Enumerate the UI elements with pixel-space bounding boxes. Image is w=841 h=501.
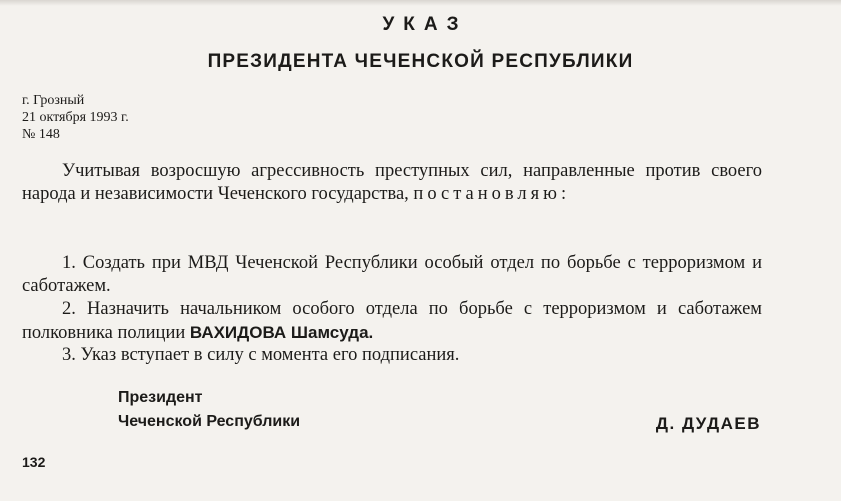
decree-place: г. Грозный (22, 93, 85, 108)
decree-title: УКАЗ (382, 14, 468, 35)
signer-block (118, 386, 300, 434)
decree-item-3-text: 3. Указ вступает в силу с момента его подписания. (62, 345, 460, 365)
decree-meta (22, 92, 129, 143)
decree-subtitle: ПРЕЗИДЕНТА ЧЕЧЕНСКОЙ РЕСПУБЛИКИ (207, 51, 634, 72)
signer-org: Чеченской Республики (118, 413, 301, 430)
preamble-paragraph (22, 160, 762, 206)
decree-item-1-text: 1. Создать при МВД Чеченской Республики особый отдел по борьбе с терроризмом и саботажем. (22, 253, 762, 296)
decree-item-3 (22, 344, 762, 367)
decree-date: 21 октября 1993 г. (22, 110, 129, 125)
signature-name: Д. ДУДАЕВ (655, 414, 761, 433)
page-number: 132 (22, 454, 46, 470)
decree-word: постановляю: (413, 184, 571, 204)
scan-edge (0, 0, 841, 6)
decree-item-2-text: 2. Назначить начальником особого отдела по борьбе с терроризмом и саботажем полковника полиции (22, 299, 762, 343)
decree-item-2 (22, 298, 762, 345)
decree-item-1 (22, 252, 762, 298)
signer-title: Президент (118, 389, 203, 406)
decree-number: № 148 (22, 127, 60, 142)
appointee-name: ВАХИДОВА Шамсуда. (189, 323, 374, 342)
preamble-text: Учитывая возросшую агрессивность преступных сил, направленные против своего народа и независимости Чеченского государства, (22, 161, 762, 204)
